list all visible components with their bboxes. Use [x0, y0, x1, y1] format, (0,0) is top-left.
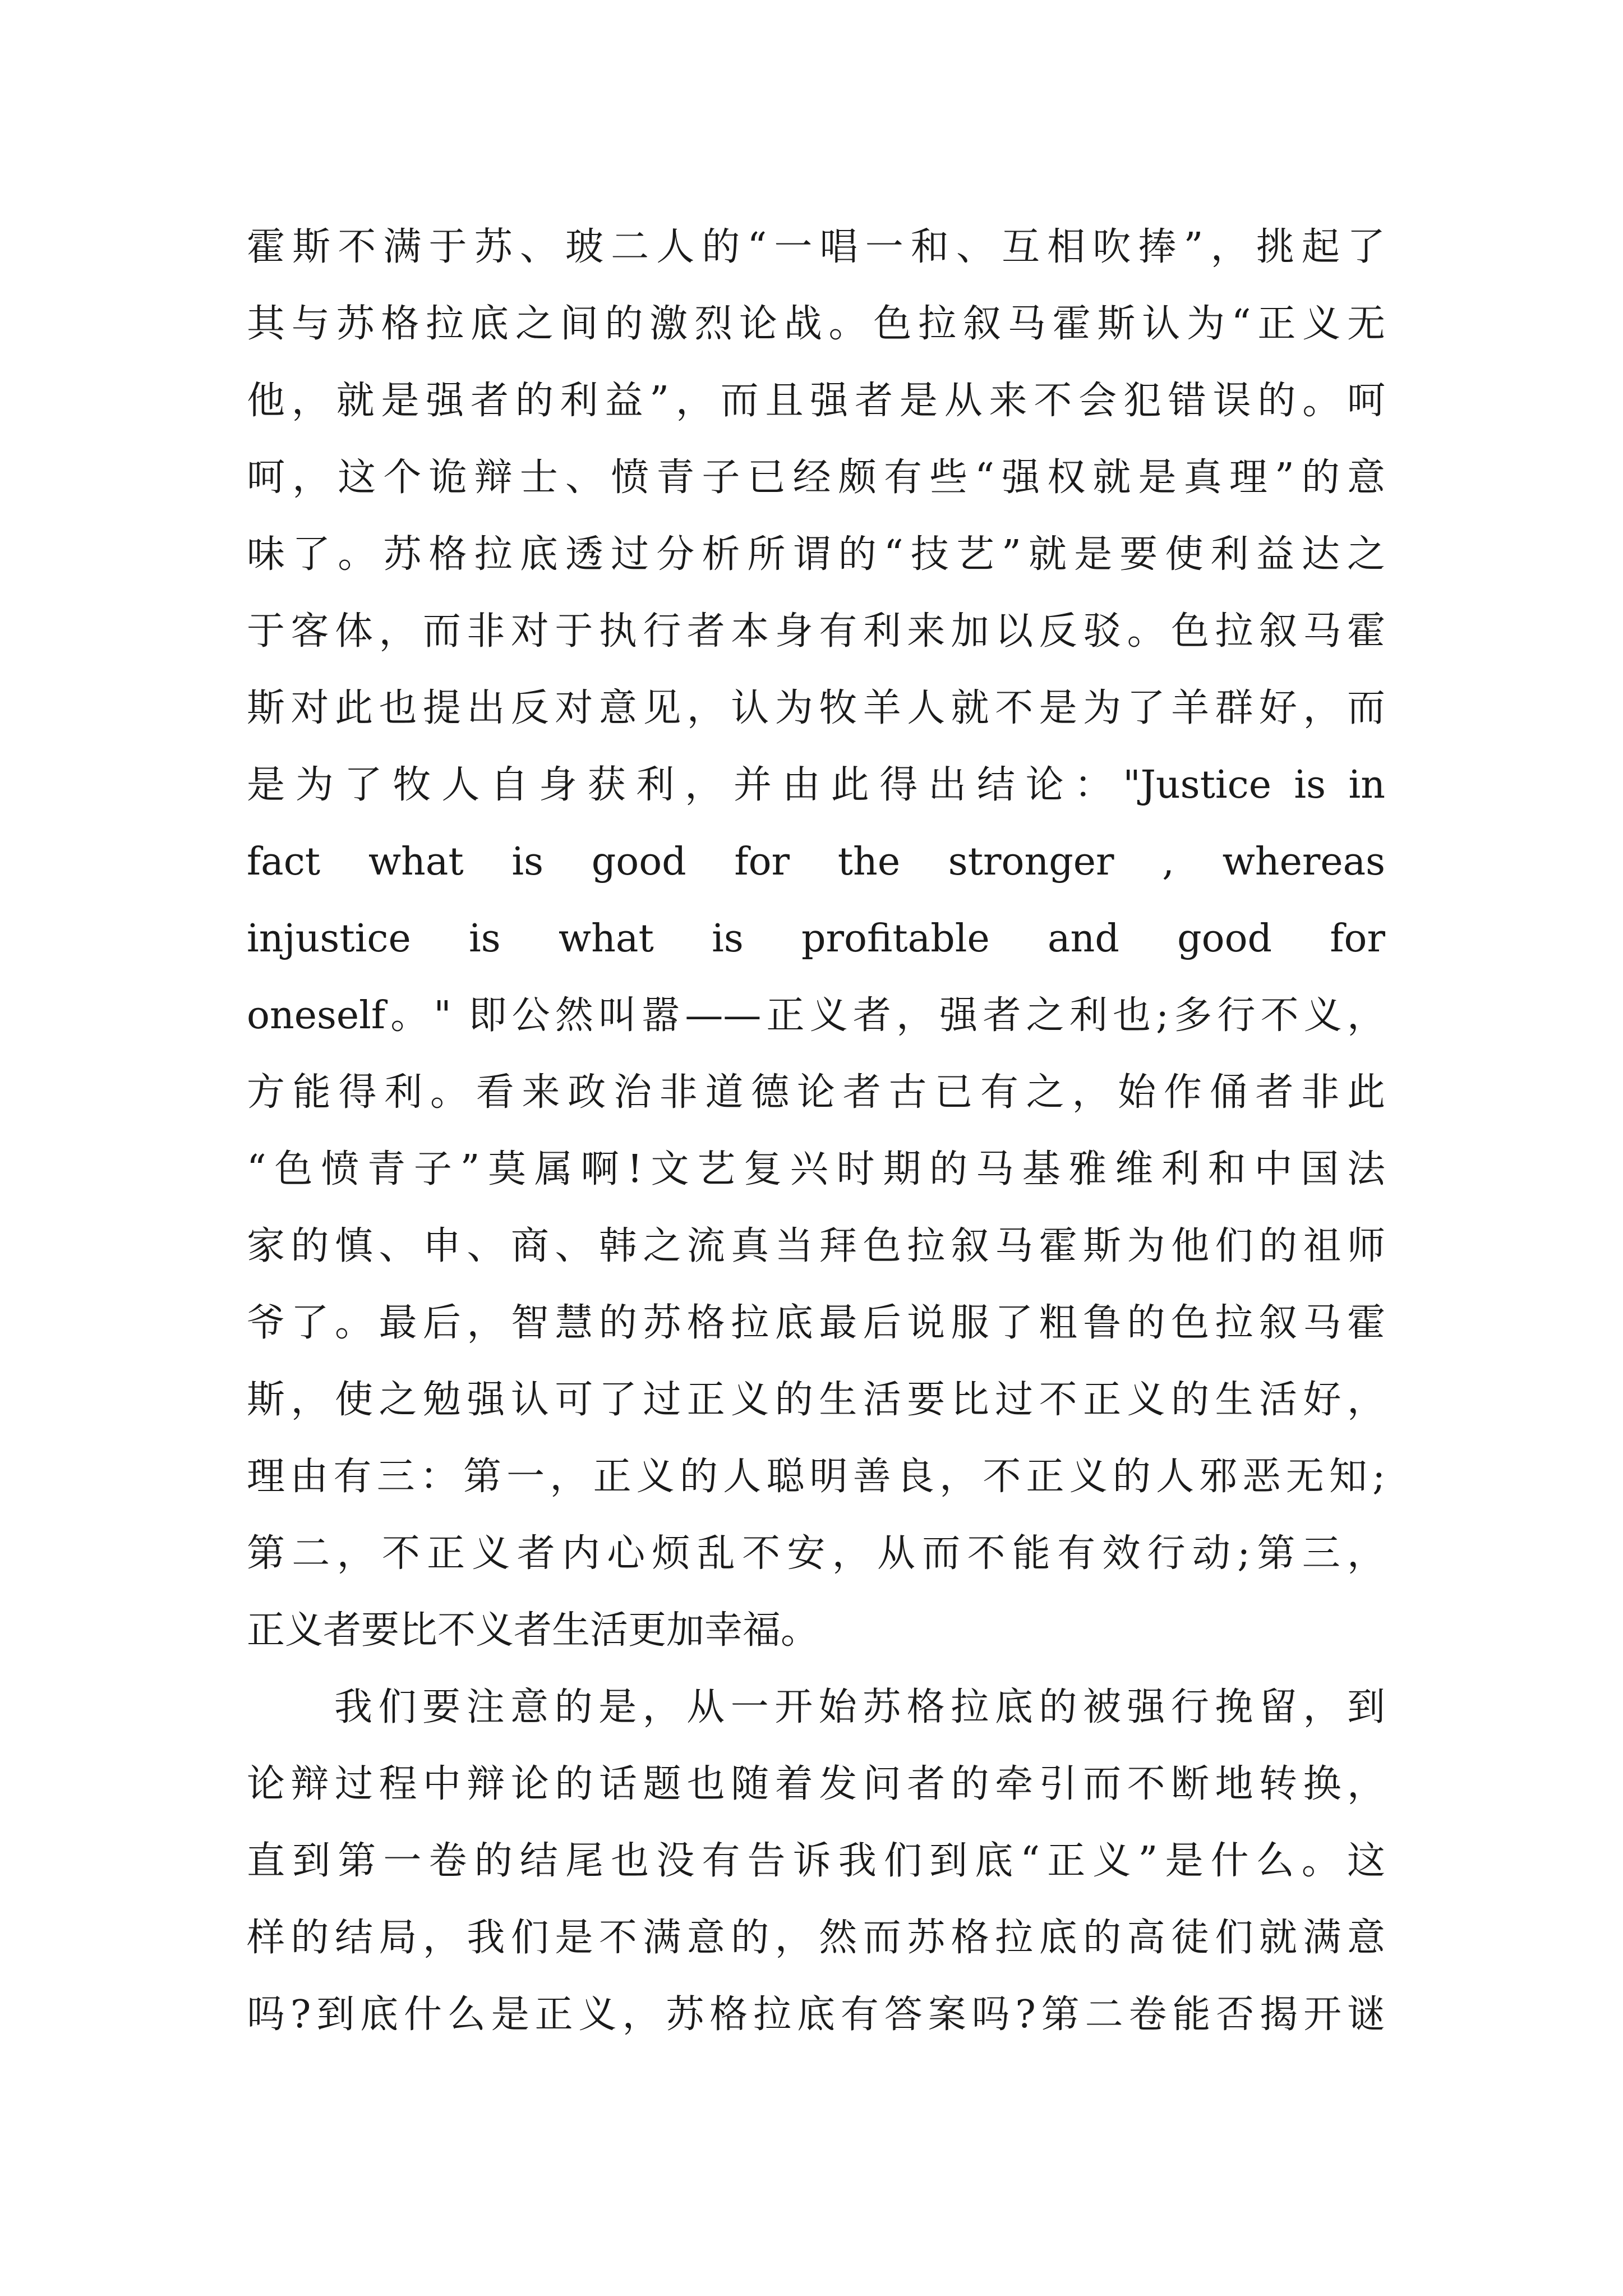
text-line: injustice is what is profitable and good for: [247, 917, 1385, 961]
text-line: 论辩过程中辩论的话题也随着发问者的牵引而不断地转换，: [247, 1762, 1385, 1806]
text-line: 直到第一卷的结尾也没有告诉我们到底“正义”是什么。这: [247, 1839, 1385, 1883]
text-line: 是为了牧人自身获利，并由此得出结论："Justice is in: [247, 763, 1385, 807]
text-line: 味了。苏格拉底透过分析所谓的“技艺”就是要使利益达之: [247, 532, 1385, 577]
text-line: 他，就是强者的利益”，而且强者是从来不会犯错误的。呵: [247, 379, 1385, 423]
text-line: 家的慎、申、商、韩之流真当拜色拉叙马霍斯为他们的祖师: [247, 1224, 1385, 1268]
text-line: 第二，不正义者内心烦乱不安，从而不能有效行动;第三，: [247, 1531, 1385, 1576]
text-line: 方能得利。看来政治非道德论者古已有之，始作俑者非此: [247, 1070, 1385, 1115]
text-line: 其与苏格拉底之间的激烈论战。色拉叙马霍斯认为“正义无: [247, 302, 1385, 346]
paragraph-1: [247, 209, 1385, 1669]
paragraph-2: [247, 1669, 1385, 2053]
text-line: oneself。" 即公然叫嚣——正义者，强者之利也;多行不义，: [247, 993, 1385, 1038]
text-line: 样的结局，我们是不满意的，然而苏格拉底的高徒们就满意: [247, 1916, 1385, 1960]
text-line: 霍斯不满于苏、玻二人的“一唱一和、互相吹捧”，挑起了: [247, 225, 1385, 269]
text-line: 理由有三：第一，正义的人聪明善良，不正义的人邪恶无知;: [247, 1455, 1385, 1499]
text-line: “色愤青子”莫属啊!文艺复兴时期的马基雅维利和中国法: [247, 1147, 1385, 1191]
text-line: 吗?到底什么是正义，苏格拉底有答案吗?第二卷能否揭开谜: [247, 1993, 1385, 2037]
text-line: 我们要注意的是，从一开始苏格拉底的被强行挽留，到: [334, 1685, 1385, 1729]
text-line: 于客体，而非对于执行者本身有利来加以反驳。色拉叙马霍: [247, 609, 1385, 654]
text-line: 爷了。最后，智慧的苏格拉底最后说服了粗鲁的色拉叙马霍: [247, 1301, 1385, 1345]
text-line: 斯，使之勉强认可了过正义的生活要比过不正义的生活好，: [247, 1378, 1385, 1422]
text-line: 正义者要比不义者生活更加幸福。: [247, 1608, 819, 1653]
text-line: fact what is good for the stronger , whereas: [247, 840, 1385, 884]
body-text: [247, 209, 1385, 2053]
text-line: 斯对此也提出反对意见，认为牧羊人就不是为了羊群好，而: [247, 686, 1385, 730]
text-line: 呵，这个诡辩士、愤青子已经颇有些“强权就是真理”的意: [247, 455, 1385, 500]
